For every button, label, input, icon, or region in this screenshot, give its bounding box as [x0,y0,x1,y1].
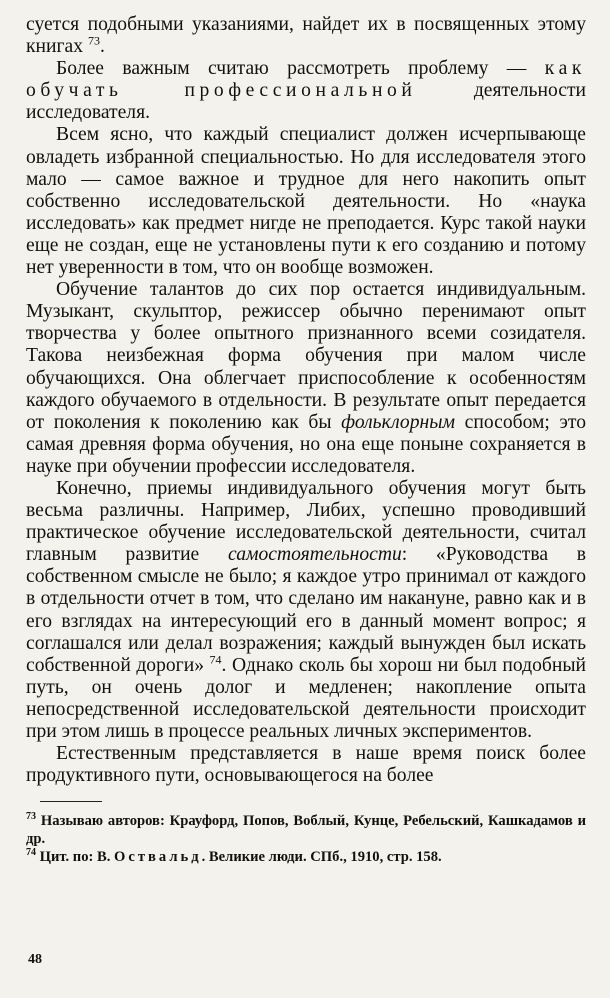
spaced-author-name: Оствальд [114,849,202,866]
footnote-divider [40,801,102,802]
paragraph-text: : «Руководства в собственном смысле не было; я каждое утро принимал от каждого в отдельности отчет в том, что сделано им накануне, равно как и в его взглядах на интересующий его в данный момент вопрос; я соглашался или делал возражения; каждый вынужден был искать собственной дороги» [26,544,586,676]
paragraph [26,478,586,743]
footnote-ref-73[interactable]: 73 [87,33,100,48]
paragraph: Естественным представляется в наше время поиск более продуктивного пути, основывающегося на более [26,743,586,787]
paragraph [26,58,586,124]
page-number: 48 [28,952,42,967]
footnote-ref-74[interactable]: 74 [209,652,222,667]
main-text [26,14,586,787]
footnote-number: 74 [26,847,36,859]
footnote-74 [26,848,586,866]
paragraph-text: Конечно, приемы индивидуального обучения могут быть весьма различны. Например, Либих, успешно проводивший практическое обучение исследовательской деятельности, считал главным развитие [26,477,586,566]
paragraph: Всем ясно, что каждый специалист должен исчерпывающе овладеть избранной специальностью. Но для исследователя этого мало — самое важное и трудное для него накопить опыт собственно исследовательской деятельности. Но «наука исследовать» как предмет нигде не преподается. Курс такой науки еще не создан, еще не установлены пути к его созданию и потому нет уверенности в том, что он вообще возможен. [26,124,586,279]
footnote-number: 73 [26,811,36,823]
paragraph-continuation [26,14,586,58]
italic-emphasis: фольклорным [341,411,456,433]
paragraph [26,279,586,478]
paragraph-text: Более важным считаю рассмотреть проблему — [56,58,545,80]
footnotes [26,812,586,866]
paragraph-text: суется подобными указаниями, найдет их в посвященных этому книгах [26,14,586,58]
spaced-emphasis: как обучать профессиональной [26,58,586,102]
paragraph-text: Обучение талантов до сих пор остается индивидуальным. Музыкант, скульптор, режиссер обычно перенимают опыт творчества у более опытного признанного всеми созидателя. Такова неизбежная форма обучения при малом числе обучающихся. Она облегчает приспособление к особенностям каждого обучаемого в отдельности. В результате опыт передается от поколения к поколению как бы [26,279,586,433]
footnote-text: . Великие люди. СПб., 1910, стр. 158. [201,849,442,866]
footnote-text: Цит. по: В. [39,849,115,866]
italic-emphasis: самостоятельности [228,544,402,566]
paragraph-text: способом; это самая древняя форма обучения, но она еще поныне сохраняется в науке при обучении профессии исследователя. [26,411,586,477]
footnote-text: Называю авторов: Крауфорд, Попов, Воблый, Кунце, Ребельский, Кашкадамов и др. [26,813,586,848]
footnote-73 [26,812,586,848]
paragraph-text: деятельности исследователя. [26,80,586,124]
paragraph-text: . [99,36,105,58]
paragraph-text: . Однако сколь бы хорош ни был подобный путь, он очень долог и медленен; накопление опыта непосредственной исследовательской деятельности происходит при этом лишь в процессе реальных личных экспериментов. [26,654,586,742]
